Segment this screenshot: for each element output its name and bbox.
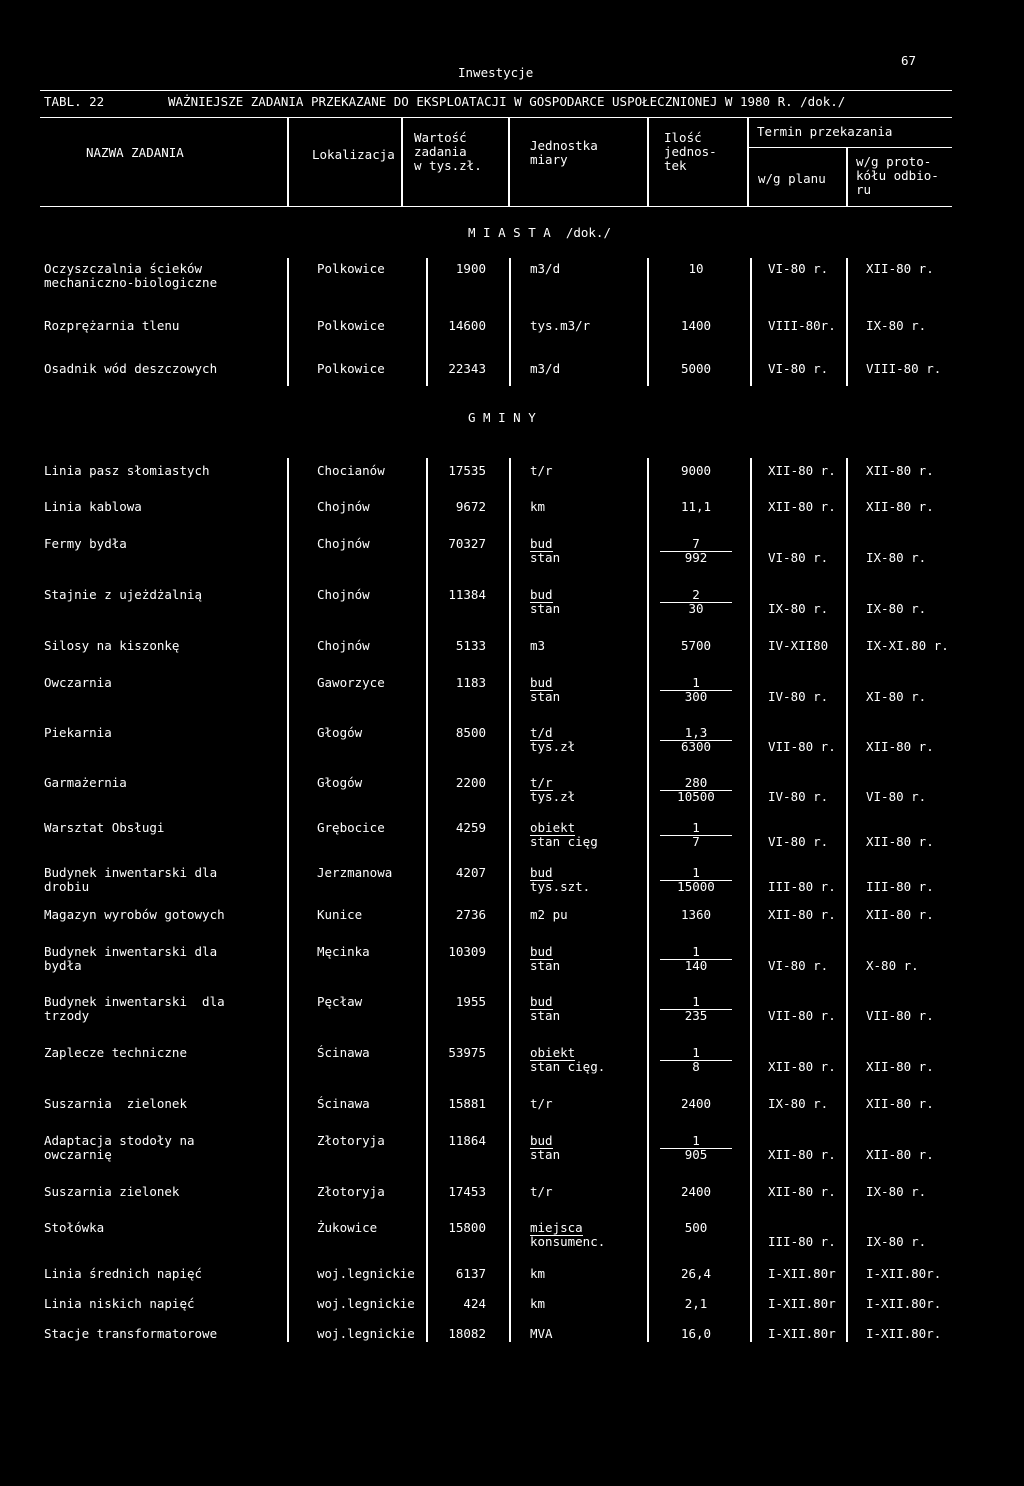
task-name: Stajnie z ujeżdżalnią [44, 587, 203, 602]
term-protocol: XI-80 r. [866, 689, 927, 704]
term-protocol: XII-80 r. [866, 499, 934, 514]
task-name: mechaniczno-biologiczne [44, 275, 218, 290]
task-quantity: 1400 [680, 318, 712, 333]
body-divider [846, 458, 848, 1342]
col-term-header: Termin przekazania [757, 124, 893, 139]
task-location: Ścinawa [317, 1045, 370, 1060]
term-plan: III-80 r. [768, 879, 836, 894]
task-value: 4207 [455, 865, 486, 880]
task-unit: m3/d [530, 361, 561, 376]
col-name-header: NAZWA ZADANIA [86, 145, 184, 160]
task-quantity: 5700 [680, 638, 712, 653]
task-value: 15881 [448, 1096, 486, 1111]
col-unit-header-1: Jednostka [530, 138, 598, 153]
term-plan: XII-80 r. [768, 463, 836, 478]
task-value: 5133 [455, 638, 486, 653]
col-qty-header-2: jednos- [664, 144, 717, 159]
task-name: Silosy na kiszonkę [44, 638, 180, 653]
rule-top [40, 90, 952, 91]
task-quantity: 1 [660, 1046, 732, 1061]
term-protocol: XII-80 r. [866, 1147, 934, 1162]
task-unit: km [530, 1296, 546, 1311]
task-unit: konsumenc. [530, 1234, 606, 1249]
task-quantity: 235 [684, 1008, 708, 1023]
term-protocol: XII-80 r. [866, 907, 934, 922]
task-unit: obiekt [530, 1045, 576, 1060]
task-location: Żukowice [317, 1220, 378, 1235]
task-unit: bud [530, 536, 553, 551]
term-protocol: XII-80 r. [866, 261, 934, 276]
task-name: Warsztat Obsługi [44, 820, 165, 835]
task-value: 70327 [448, 536, 486, 551]
task-name: Suszarnia zielonek [44, 1096, 187, 1111]
task-location: woj.legnickie [317, 1326, 415, 1341]
task-unit: t/r [530, 775, 553, 790]
term-protocol: IX-80 r. [866, 1234, 927, 1249]
task-unit: t/r [530, 463, 553, 478]
task-value: 17535 [448, 463, 486, 478]
task-value: 17453 [448, 1184, 486, 1199]
task-value: 9672 [455, 499, 486, 514]
task-name: Fermy bydła [44, 536, 127, 551]
task-unit: bud [530, 865, 553, 880]
term-plan: XII-80 r. [768, 1184, 836, 1199]
task-unit: tys.m3/r [530, 318, 591, 333]
term-protocol: XII-80 r. [866, 834, 934, 849]
term-plan: IV-80 r. [768, 789, 829, 804]
term-protocol: I-XII.80r. [866, 1326, 942, 1341]
body-divider [750, 258, 752, 386]
task-quantity: 16,0 [680, 1326, 712, 1341]
task-value: 18082 [448, 1326, 486, 1341]
task-location: Chojnów [317, 587, 370, 602]
task-name: Suszarnia zielonek [44, 1184, 180, 1199]
task-unit: bud [530, 675, 553, 690]
task-quantity: 280 [660, 776, 732, 791]
term-plan: VII-80 r. [768, 1008, 836, 1023]
term-plan: XII-80 r. [768, 907, 836, 922]
task-name: Budynek inwentarski dla [44, 994, 225, 1009]
task-quantity: 1,3 [660, 726, 732, 741]
header-divider [747, 117, 749, 206]
term-plan: VI-80 r. [768, 361, 829, 376]
term-plan: VI-80 r. [768, 550, 829, 565]
col-plan-header: w/g planu [758, 171, 826, 186]
task-quantity: 905 [684, 1147, 708, 1162]
page-number: 67 [901, 53, 917, 68]
task-name: Osadnik wód deszczowych [44, 361, 218, 376]
task-value: 14600 [448, 318, 486, 333]
task-quantity: 1 [660, 1134, 732, 1149]
col-protocol-header-3: ru [856, 182, 872, 197]
task-quantity: 2400 [680, 1096, 712, 1111]
term-plan: VIII-80r. [768, 318, 836, 333]
col-qty-header-3: tek [664, 158, 687, 173]
task-location: Pęcław [317, 994, 363, 1009]
task-quantity: 2 [660, 588, 732, 603]
task-unit: stan [530, 689, 561, 704]
task-location: Polkowice [317, 361, 385, 376]
task-name: trzody [44, 1008, 90, 1023]
task-location: Polkowice [317, 261, 385, 276]
task-quantity: 8 [692, 1059, 700, 1074]
task-name: Budynek inwentarski dla [44, 944, 218, 959]
term-protocol: IX-80 r. [866, 1184, 927, 1199]
task-unit: bud [530, 587, 553, 602]
task-quantity: 500 [684, 1220, 708, 1235]
task-unit: m3 [530, 638, 546, 653]
term-plan: VI-80 r. [768, 261, 829, 276]
term-plan: IV-XII80 [768, 638, 829, 653]
task-name: Garmażernia [44, 775, 127, 790]
term-plan: I-XII.80r [768, 1326, 836, 1341]
header-divider [287, 117, 289, 206]
task-unit: tys.zł [530, 789, 576, 804]
task-value: 6137 [455, 1266, 486, 1281]
task-name: Oczyszczalnia ścieków [44, 261, 203, 276]
task-value: 8500 [455, 725, 486, 740]
term-plan: XII-80 r. [768, 499, 836, 514]
task-value: 2200 [455, 775, 486, 790]
term-protocol: IX-80 r. [866, 550, 927, 565]
term-plan: III-80 r. [768, 1234, 836, 1249]
task-location: Złotoryja [317, 1184, 385, 1199]
col-value-header-2: zadania [414, 144, 467, 159]
section-gminy: G M I N Y [468, 410, 536, 425]
task-unit: bud [530, 944, 553, 959]
task-name: Linia niskich napięć [44, 1296, 195, 1311]
task-location: woj.legnickie [317, 1296, 415, 1311]
col-protocol-header-2: kółu odbio- [856, 168, 939, 183]
task-value: 11384 [448, 587, 486, 602]
task-quantity: 1 [660, 945, 732, 960]
term-plan: VI-80 r. [768, 958, 829, 973]
body-divider [509, 458, 511, 1342]
body-divider [287, 258, 289, 386]
task-quantity: 6300 [680, 739, 712, 754]
term-protocol: XII-80 r. [866, 1096, 934, 1111]
task-name: Stacje transformatorowe [44, 1326, 218, 1341]
term-protocol: VI-80 r. [866, 789, 927, 804]
task-location: Głogów [317, 775, 363, 790]
task-value: 15800 [448, 1220, 486, 1235]
task-location: Grębocice [317, 820, 385, 835]
term-plan: XII-80 r. [768, 1059, 836, 1074]
task-unit: m3/d [530, 261, 561, 276]
table-id: TABL. 22 [44, 94, 105, 109]
task-location: Męcinka [317, 944, 370, 959]
task-location: Gaworzyce [317, 675, 385, 690]
task-quantity: 2400 [680, 1184, 712, 1199]
task-quantity: 10 [688, 261, 704, 276]
body-divider [287, 458, 289, 1342]
col-unit-header-2: miary [530, 152, 568, 167]
task-quantity: 1360 [680, 907, 712, 922]
task-value: 4259 [455, 820, 486, 835]
header-divider [508, 117, 510, 206]
rule-header-top [40, 117, 952, 118]
task-quantity: 26,4 [680, 1266, 712, 1281]
term-protocol: XII-80 r. [866, 1059, 934, 1074]
col-value-header-3: w tys.zł. [414, 158, 482, 173]
task-unit: km [530, 1266, 546, 1281]
task-name: Budynek inwentarski dla [44, 865, 218, 880]
task-unit: miejsca [530, 1220, 583, 1235]
task-unit: stan [530, 601, 561, 616]
task-unit: t/d [530, 725, 553, 740]
task-value: 22343 [448, 361, 486, 376]
term-protocol: I-XII.80r. [866, 1296, 942, 1311]
task-quantity: 300 [684, 689, 708, 704]
task-value: 1955 [455, 994, 486, 1009]
body-divider [647, 458, 649, 1342]
task-value: 53975 [448, 1045, 486, 1060]
term-protocol: I-XII.80r. [866, 1266, 942, 1281]
col-qty-header-1: Ilość [664, 130, 702, 145]
task-location: Chojnów [317, 536, 370, 551]
task-unit: stan cięg. [530, 1059, 606, 1074]
task-unit: stan [530, 958, 561, 973]
task-location: Chocianów [317, 463, 385, 478]
term-plan: VI-80 r. [768, 834, 829, 849]
task-unit: km [530, 499, 546, 514]
task-name: Owczarnia [44, 675, 112, 690]
task-name: Adaptacja stodoły na [44, 1133, 195, 1148]
task-location: Ścinawa [317, 1096, 370, 1111]
task-value: 424 [463, 1296, 486, 1311]
task-quantity: 7 [692, 834, 700, 849]
task-quantity: 15000 [677, 879, 715, 894]
term-protocol: IX-80 r. [866, 318, 927, 333]
task-name: Linia pasz słomiastych [44, 463, 210, 478]
task-quantity: 7 [660, 537, 732, 552]
task-unit: bud [530, 1133, 553, 1148]
task-quantity: 2,1 [684, 1296, 708, 1311]
task-quantity: 11,1 [680, 499, 712, 514]
task-value: 11864 [448, 1133, 486, 1148]
task-location: Chojnów [317, 638, 370, 653]
body-divider [846, 258, 848, 386]
term-plan: IX-80 r. [768, 1096, 829, 1111]
task-quantity: 1 [660, 821, 732, 836]
task-value: 1900 [455, 261, 486, 276]
task-location: Jerzmanowa [317, 865, 393, 880]
task-location: Kunice [317, 907, 363, 922]
term-plan: XII-80 r. [768, 1147, 836, 1162]
task-unit: t/r [530, 1184, 553, 1199]
task-name: drobiu [44, 879, 90, 894]
task-location: Głogów [317, 725, 363, 740]
task-quantity: 140 [684, 958, 708, 973]
term-plan: IV-80 r. [768, 689, 829, 704]
task-unit: stan [530, 1008, 561, 1023]
col-protocol-header-1: w/g proto- [856, 154, 932, 169]
task-unit: stan [530, 550, 561, 565]
term-protocol: X-80 r. [866, 958, 919, 973]
term-protocol: VIII-80 r. [866, 361, 942, 376]
task-name: Magazyn wyrobów gotowych [44, 907, 225, 922]
col-location-header: Lokalizacja [312, 147, 395, 162]
task-quantity: 9000 [680, 463, 712, 478]
body-divider [750, 458, 752, 1342]
task-name: owczarnię [44, 1147, 112, 1162]
task-name: Linia średnich napięć [44, 1266, 203, 1281]
task-name: Zaplecze techniczne [44, 1045, 187, 1060]
task-unit: MVA [530, 1326, 553, 1341]
body-divider [647, 258, 649, 386]
task-quantity: 30 [688, 601, 704, 616]
task-value: 2736 [455, 907, 486, 922]
task-value: 10309 [448, 944, 486, 959]
term-plan: I-XII.80r [768, 1296, 836, 1311]
task-quantity: 1 [660, 676, 732, 691]
task-unit: stan [530, 1147, 561, 1162]
task-unit: stan cięg [530, 834, 598, 849]
term-plan: IX-80 r. [768, 601, 829, 616]
task-location: Złotoryja [317, 1133, 385, 1148]
task-name: Rozprężarnia tlenu [44, 318, 180, 333]
task-quantity: 1 [660, 866, 732, 881]
header-divider [647, 117, 649, 206]
task-location: woj.legnickie [317, 1266, 415, 1281]
header-divider [401, 117, 403, 206]
rule-header-bottom [40, 206, 952, 207]
term-protocol: III-80 r. [866, 879, 934, 894]
task-name: Piekarnia [44, 725, 112, 740]
header-divider [846, 147, 848, 206]
task-value: 1183 [455, 675, 486, 690]
task-location: Chojnów [317, 499, 370, 514]
task-unit: obiekt [530, 820, 576, 835]
term-protocol: XII-80 r. [866, 463, 934, 478]
task-name: Stołówka [44, 1220, 105, 1235]
task-quantity: 992 [684, 550, 708, 565]
term-plan: VII-80 r. [768, 739, 836, 754]
rule-term-split [748, 147, 952, 148]
task-unit: t/r [530, 1096, 553, 1111]
task-location: Polkowice [317, 318, 385, 333]
term-protocol: IX-XI.80 r. [866, 638, 949, 653]
term-protocol: IX-80 r. [866, 601, 927, 616]
section-miasta: M I A S T A /dok./ [468, 225, 611, 240]
task-unit: bud [530, 994, 553, 1009]
task-unit: tys.zł [530, 739, 576, 754]
page-title: Inwestycje [458, 65, 534, 80]
task-unit: m2 pu [530, 907, 568, 922]
term-protocol: VII-80 r. [866, 1008, 934, 1023]
task-unit: tys.szt. [530, 879, 591, 894]
table-title: WAŻNIEJSZE ZADANIA PRZEKAZANE DO EKSPLOATACJI W GOSPODARCE USPOŁECZNIONEJ W 1980 R. /dok./ [168, 94, 846, 109]
task-quantity: 1 [660, 995, 732, 1010]
term-protocol: XII-80 r. [866, 739, 934, 754]
task-quantity: 5000 [680, 361, 712, 376]
task-name: Linia kablowa [44, 499, 142, 514]
task-name: bydła [44, 958, 82, 973]
body-divider [509, 258, 511, 386]
task-quantity: 10500 [677, 789, 715, 804]
term-plan: I-XII.80r [768, 1266, 836, 1281]
col-value-header-1: Wartość [414, 130, 467, 145]
